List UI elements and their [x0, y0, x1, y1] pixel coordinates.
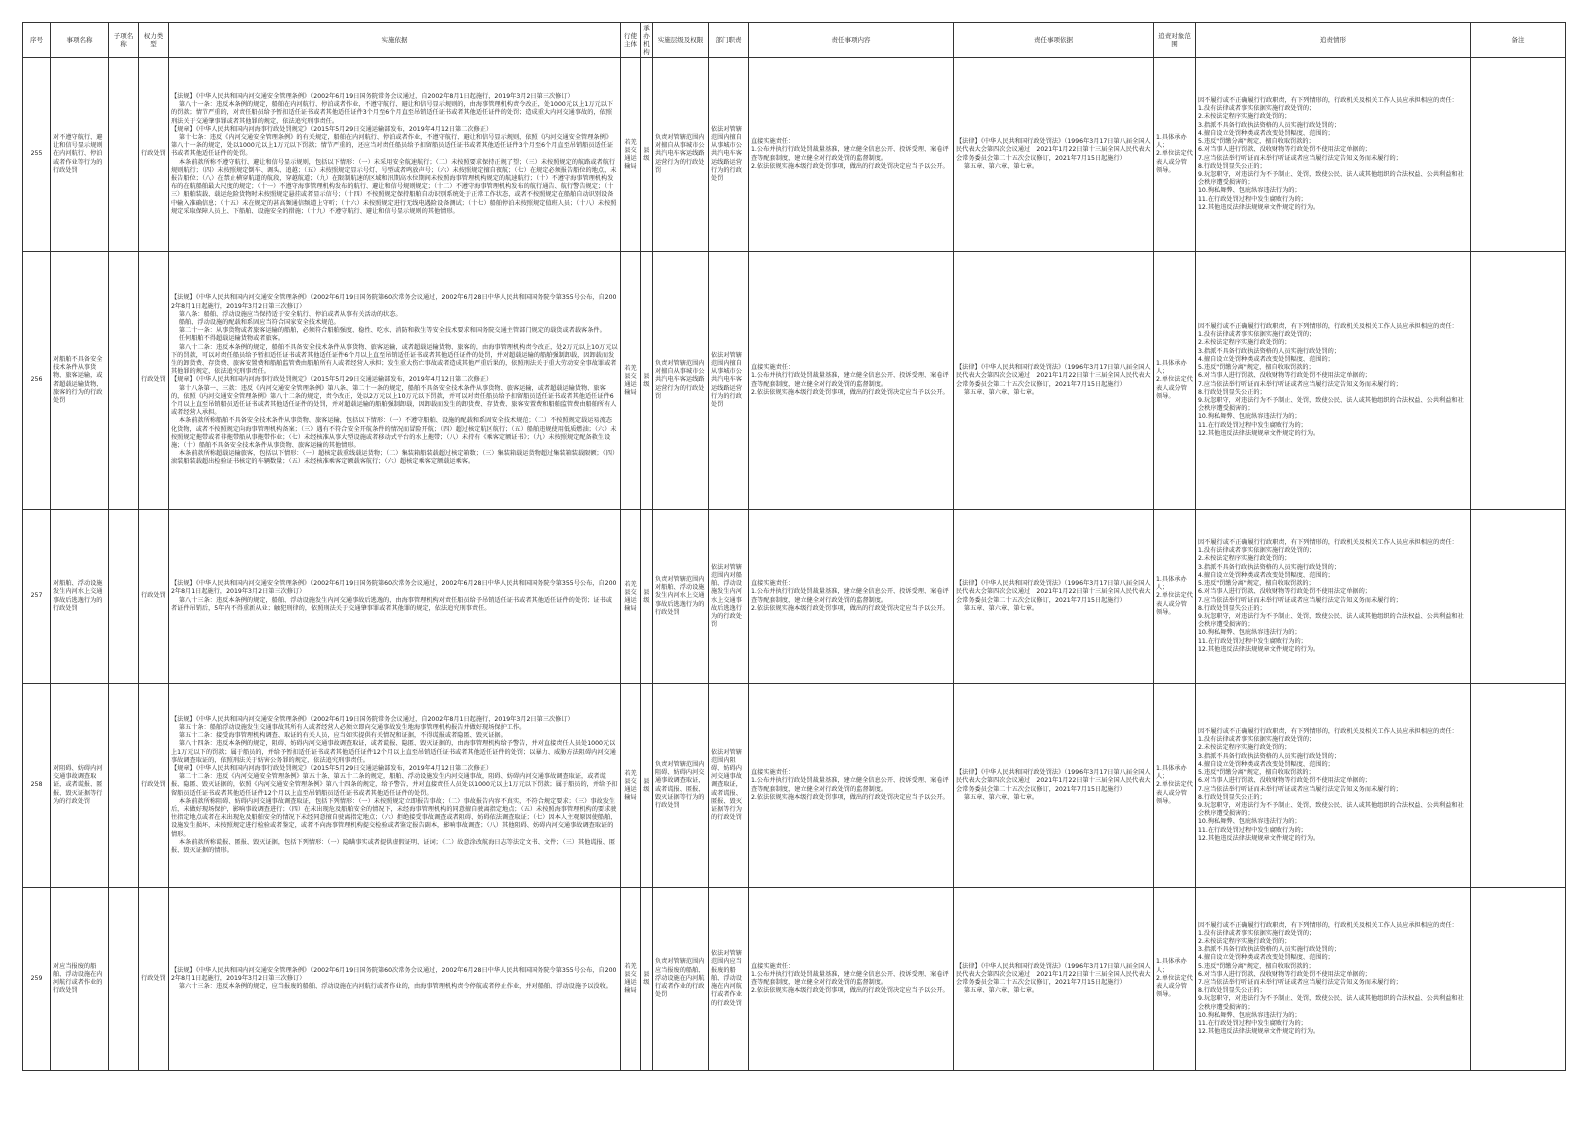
implementation-basis: 【法规】《中华人民共和国内河交通安全管理条例》（2002年6月19日国务院第60次常务会议通过，2002年6月28日中华人民共和国国务院令第355号公布，自2002年8月1日起施行，2019年3月2日第三次修订） 第八条：船舶、浮动设施应当保持适于安全航行、停泊或者从事有关活动的状态。 船舶、浮动设施的配载和系固应当符合国家安全技术规范。 第二十一条：从事货物或者旅客运输的船舶，必须符合船舶强度、稳性、吃水、消防和救生等安全技术要求和国务院交通主管部门规定的载货或者载客条件。 任何船舶不得超载运输货物或者旅客。 第八十二条：违反本条例的规定，船舶不具备安全技术条件从事货物、旅客运输，或者超载运输货物、旅客的，由海事管理机构责令改正，处2万元以上10万元以下的罚款，可以对责任船员给予暂扣适任证书或者其他适任证件6个月以上直至吊销适任证书或者其他适任证件的处罚，并对超载运输的船舶强制卸载，因卸载而发生的卸货费、存货费、旅客安置费和船舶监管费由船舶所有人或者经营人承担；发生重大伤亡事故或者造成其他严重后果的，依照刑法关于重大劳动安全事故罪或者其他罪的规定，依法追究刑事责任。 【规章】《中华人民共和国内河海事行政处罚规定》（2015年5月29日交通运输部发布，2019年4月12日第二次修正） 第十八条第一、三款：违反《内河交通安全管理条例》第八条、第二十一条的规定，船舶不具备安全技术条件从事货物、旅客运输，或者超载运输货物、旅客的，依照《内河交通安全管理条例》第八十二条的规定，责令改正，处以2万元以上10万元以下罚款，并可以对责任船员给予扣留船员适任证书或者其他适任证件6个月以上直至吊销船员适任证书或者其他适任证件的处罚，并对超载运输的船舶强制卸载，因卸载而发生的卸货费、存货费、旅客安置费和船舶监管费由船舶所有人或者经营人承担。 本条前款所称船舶不具备安全技术条件从事货物、旅客运输，包括以下情形：（一）不遵守船舶、设施的配载和系固安全技术规范；（二）不按照规定载运易流态化货物，或者不按照规定向海事管理机构备案；（三）遇有不符合安全开航条件的情况而冒险开航；（四）超过核定航区航行；（五）船舶违规使用低质燃油；（六）未按照规定拖带或者非拖带船从事拖带作业；（七）未经核准从事大型设施或者移动式平台的水上拖带；（八）未持有《乘客定额证书》；（九）未按照规定配备救生设施；（十）船舶不具备安全技术条件从事货物、旅客运输的其他情形。 本条前款所称超载运输旅客，包括以下情形：（一）超核定载重线载运货物；（二）集装箱船装载超过核定箱数；（三）集装箱载运货物超过集装箱装载限额；（四）滚装船装载超出检验证书核定的车辆数量；（五）未经核准乘客定额载客航行；（六）超核定乘客定额载运乘客。	[169, 252, 621, 510]
executing-subject: 若羌县交通运输局	[621, 684, 641, 888]
accountability-scope: 1.具体承办人； 2.单位法定代表人或分管领导。	[1154, 510, 1196, 684]
row-number: 256	[23, 252, 51, 510]
responsibility-content: 直接实施责任： 1.公布并执行行政处罚裁量基准，建立健全信息公开、投诉受理、案卷评查等配套制度，建立健全对行政处罚的监督制度。 2.依法依规实施本级行政处罚事项，做出的行政处罚决定应当予以公开。	[749, 58, 954, 252]
executing-subject: 若羌县交通运输局	[621, 252, 641, 510]
header-cell: 序号	[23, 23, 51, 58]
responsibility-content: 直接实施责任： 1.公布并执行行政处罚裁量基准，建立健全信息公开、投诉受理、案卷评查等配套制度，建立健全对行政处罚的监督制度。 2.依法依规实施本级行政处罚事项，做出的行政处罚决定应当予以公开。	[749, 684, 954, 888]
header-cell: 追责情形	[1196, 23, 1471, 58]
handling-org: 县级	[641, 510, 653, 684]
handling-org: 县级	[641, 684, 653, 888]
header-cell: 权力类型	[139, 23, 169, 58]
executing-subject: 若羌县交通运输局	[621, 58, 641, 252]
remarks	[1471, 684, 1566, 888]
accountability-scope: 1.具体承办人； 2.单位法定代表人或分管领导。	[1154, 58, 1196, 252]
header-cell: 事项名称	[51, 23, 109, 58]
header-cell: 行使主体	[621, 23, 641, 58]
row-number: 258	[23, 684, 51, 888]
header-cell: 追责对象范围	[1154, 23, 1196, 58]
item-name: 对船舶不具备安全技术条件从事货物、旅客运输，或者超载运输货物、旅客的行为的行政处罚	[51, 252, 109, 510]
sub-item-name	[109, 510, 139, 684]
item-name: 对应当报废的船舶、浮动设施在内河航行或者作业的行政处罚	[51, 888, 109, 1071]
remarks	[1471, 510, 1566, 684]
responsibility-basis: 【法律】《中华人民共和国行政处罚法》（1996年3月17日第八届全国人民代表大会第四次会议通过 2021年1月22日第十三届全国人民代表大会常务委员会第二十五次会议修订，2021年7月15日起施行） 第五章、第六章、第七章。	[954, 252, 1154, 510]
sub-item-name	[109, 58, 139, 252]
accountability-scope: 1.具体承办人； 2.单位法定代表人或分管领导。	[1154, 252, 1196, 510]
implementation-basis: 【法规】《中华人民共和国内河交通安全管理条例》（2002年6月19日国务院第60次常务会议通过，2002年6月28日中华人民共和国国务院令第355号公布，自2002年8月1日起施行，2019年3月2日第三次修订） 第八十三条：违反本条例的规定，船舶、浮动设施发生内河交通事故后逃逸的，由海事管理机构对责任船员给予吊销适任证书或者其他适任证件的处罚；证书或者证件吊销后，5年内不得重新从业；触犯刑律的，依照刑法关于交通肇事罪或者其他罪的规定，依法追究刑事责任。	[169, 510, 621, 684]
responsibility-content: 直接实施责任： 1.公布并执行行政处罚裁量基准，建立健全信息公开、投诉受理、案卷评查等配套制度，建立健全对行政处罚的监督制度。 2.依法依规实施本级行政处罚事项，做出的行政处罚决定应当予以公开。	[749, 888, 954, 1071]
responsibility-table	[22, 22, 1566, 1071]
power-type: 行政处罚	[139, 888, 169, 1071]
accountability-cases: 因不履行或不正确履行行政职责，有下列情形的，行政机关及相关工作人员应承担相应的责任： 1.没有法律或者事实依据实施行政处罚的； 2.未按法定程序实施行政处罚的； 3.指派不具备行政执法资格的人员实施行政处罚的； 4.擅自设立处罚种类或者改变处罚幅度、范围的； 5.违反"罚缴分离"规定，擅自收取罚款的； 6.对当事人进行罚款、没收财物等行政处罚不使用法定单据的； 7.应当依法举行听证而未举行听证或者应当履行法定告知义务而未履行的； 8.行政处罚显失公正的； 9.玩忽职守，对违法行为不予制止、处罚，致使公民、法人或其他组织的合法权益、公共利益和社会秩序遭受损害的； 10.徇私舞弊、包庇纵容违法行为的； 11.在行政处罚过程中发生腐败行为的； 12.其他违反法律法规规章文件规定的行为。	[1196, 888, 1471, 1071]
power-type: 行政处罚	[139, 58, 169, 252]
header-cell: 责任事项内容	[749, 23, 954, 58]
row-number: 255	[23, 58, 51, 252]
responsibility-basis: 【法律】《中华人民共和国行政处罚法》（1996年3月17日第八届全国人民代表大会第四次会议通过 2021年1月22日第十三届全国人民代表大会常务委员会第二十五次会议修订，2021年7月15日起施行） 第五章、第六章、第七章。	[954, 58, 1154, 252]
implementation-level: 负责对管辖范围内应当报废的船舶、浮动设施在内河航行或者作业的行政处罚	[653, 888, 709, 1071]
accountability-cases: 因不履行或不正确履行行政职责，有下列情形的，行政机关及相关工作人员应承担相应的责任： 1.没有法律或者事实依据实施行政处罚的； 2.未按法定程序实施行政处罚的； 3.指派不具备行政执法资格的人员实施行政处罚的； 4.擅自设立处罚种类或者改变处罚幅度、范围的； 5.违反"罚缴分离"规定，擅自收取罚款的； 6.对当事人进行罚款、没收财物等行政处罚不使用法定单据的； 7.应当依法举行听证而未举行听证或者应当履行法定告知义务而未履行的； 8.行政处罚显失公正的； 9.玩忽职守，对违法行为不予制止、处罚，致使公民、法人或其他组织的合法权益、公共利益和社会秩序遭受损害的； 10.徇私舞弊、包庇纵容违法行为的； 11.在行政处罚过程中发生腐败行为的； 12.其他违反法律法规规章文件规定的行为。	[1196, 58, 1471, 252]
responsibility-basis: 【法律】《中华人民共和国行政处罚法》（1996年3月17日第八届全国人民代表大会第四次会议通过 2021年1月22日第十三届全国人民代表大会常务委员会第二十五次会议修订，2021年7月15日起施行） 第五章、第六章、第七章。	[954, 684, 1154, 888]
sub-item-name	[109, 684, 139, 888]
department-duty: 依法对管辖范围内阻碍、妨碍内河交通事故调查取证，或者谎报、匿报、毁灭证据等行为的行政处罚	[709, 684, 749, 888]
handling-org: 县级	[641, 252, 653, 510]
responsibility-list-sheet	[22, 22, 1565, 1071]
row-number: 257	[23, 510, 51, 684]
item-name: 对不遵守航行、避让和信号显示规则在内河航行、停泊或者作业等行为的行政处罚	[51, 58, 109, 252]
department-duty: 依法对管辖范围内对船舶、浮动设施发生内河水上交通事故后逃逸行为的行政处罚	[709, 510, 749, 684]
table-row	[23, 888, 1566, 1071]
executing-subject: 若羌县交通运输局	[621, 888, 641, 1071]
implementation-level: 负责对管辖范围内阻碍、妨碍内河交通事故调查取证，或者谎报、匿报、毁灭证据等行为的行政处罚	[653, 684, 709, 888]
sub-item-name	[109, 252, 139, 510]
responsibility-content: 直接实施责任： 1.公布并执行行政处罚裁量基准，建立健全信息公开、投诉受理、案卷评查等配套制度，建立健全对行政处罚的监督制度。 2.依法依规实施本级行政处罚事项，做出的行政处罚决定应当予以公开。	[749, 252, 954, 510]
header-cell: 实施层级及权限	[653, 23, 709, 58]
header-cell: 实施依据	[169, 23, 621, 58]
accountability-scope: 1.具体承办人； 2.单位法定代表人或分管领导。	[1154, 888, 1196, 1071]
implementation-basis: 【法规】《中华人民共和国内河交通安全管理条例》（2002年6月19日国务院常务会议通过，自2002年8月1日起施行，2019年3月2日第三次修订） 第五十条：船舶浮动设施发生交通事故其所有人或者经营人必须立即向交通事故发生地海事管理机构报告并做好现场保护工作。 第五十二条：接受海事管理机构调查、取证的有关人员，应当如实提供有关情况和证据，不得谎报或者隐匿、毁灭证据。 第八十四条：违反本条例的规定，阻碍、妨碍内河交通事故调查取证，或者谎报、隐匿、毁灭证据的，由海事管理机构给予警告，并对直接责任人员处1000元以上1万元以下的罚款；属于船员的，并给予暂扣适任证书或者其他适任证件12个月以上直至吊销适任证书或者其他适任证件的处罚；以暴力、威胁方法阻碍内河交通事故调查取证的，依照刑法关于妨害公务罪的规定，依法追究刑事责任。 【规章】《中华人民共和国内河海事行政处罚规定》（2015年5月29日交通运输部发布，2019年4月12日第二次修正） 第二十二条：违反《内河交通安全管理条例》第五十条、第五十二条的规定，船舶、浮动设施发生内河交通事故，阻碍、妨碍内河交通事故调查取证，或者谎报、隐匿、毁灭证据的，依照《内河交通安全管理条例》第八十四条的规定，给予警告，并对直接责任人员处以1000元以上1万元以下罚款；属于船员的，并给予扣留船员适任证书或者其他适任证件12个月以上直至吊销船员适任证书或者其他适任证件的处罚。 本条前款所称阻碍、妨碍内河交通事故调查取证，包括下列情形：（一）未按照规定立即报告事故；（二）事故报告内容不真实，不符合规定要求；（三）事故发生后，未做好现场保护，影响事故调查进行；（四）在未出现危及船舶安全的情况下，未经海事管理机构的同意擅自驶离指定地点；（五）未按照海事管理机构的要求驶往指定地点或者在未出现危及船舶安全的情况下未经同意擅自驶离指定地点；（六）拒绝接受事故调查或者阻碍、妨碍依法调查取证；（七）因本人主观原因使船舶、设施发生损坏，未按照规定进行检验或者鉴定，或者不向海事管理机构提交检验或者鉴定报告副本，影响事故调查；（八）其他阻碍、妨碍内河交通事故调查取证的情形。 本条前款所称谎报、匿报、毁灭证据，包括下列情形：（一）隐瞒事实或者提供虚假证明、证词；（二）故意涂改航海日志等法定文书、文件；（三）其他谎报、匿报、毁灭证据的情形。	[169, 684, 621, 888]
header-cell: 部门职责	[709, 23, 749, 58]
item-name: 对阻碍、妨碍内河交通事故调查取证，或者谎报、匿报、毁灭证据等行为的行政处罚	[51, 684, 109, 888]
implementation-basis: 【法规】《中华人民共和国内河交通安全管理条例》（2002年6月19日国务院第60次常务会议通过，2002年6月28日中华人民共和国国务院令第355号公布，自2002年8月1日起施行，2019年3月2日第三次修订） 第六十三条：违反本条例的规定，应当报废的船舶、浮动设施在内河航行或者作业的，由海事管理机构责令停航或者停止作业，并对船舶、浮动设施予以没收。	[169, 888, 621, 1071]
table-row	[23, 252, 1566, 510]
table-row	[23, 510, 1566, 684]
remarks	[1471, 888, 1566, 1071]
implementation-level: 负责对管辖范围内对擅自从事城市公共汽电车客运线路运营行为的行政处罚	[653, 58, 709, 252]
implementation-level: 负责对管辖范围内对船舶、浮动设施发生内河水上交通事故后逃逸行为的行政处罚	[653, 510, 709, 684]
implementation-basis: 【法规】《中华人民共和国内河交通安全管理条例》（2002年6月19日国务院常务会议通过，自2002年8月1日起施行，2019年3月2日第三次修订） 第八十一条：违反本条例的规定，船舶在内河航行、停泊或者作业，不遵守航行、避让和信号显示规则的，由海事管理机构责令改正，处1000元以上1万元以下的罚款；情节严重的，对责任船员给予暂扣适任证书或者其他适任证件3个月至6个月直至吊销适任证书或者其他适任证件的处罚；造成重大内河交通事故的，依照刑法关于交通肇事罪或者其他罪的规定，依法追究刑事责任。 【规章】《中华人民共和国内河海事行政处罚规定》（2015年5月29日交通运输部发布，2019年4月12日第二次修正） 第十七条：违反《内河交通安全管理条例》的有关规定，船舶在内河航行、停泊或者作业，不遵守航行、避让和信号显示规则，依照《内河交通安全管理条例》第八十一条的规定，处以1000元以上1万元以下罚款；情节严重的，还应当对责任船员给予扣留船员适任证书或者其他适任证件3个月至6个月直至吊销船员适任证书或者其他适任证件的处罚。 本条前款所称不遵守航行、避让和信号显示规则，包括以下情形：（一）未采用安全航速航行；（二）未按照要求保持正规了望；（三）未按照规定的航路或者航行规则航行；（四）未按照规定倒车、调头、追越；（五）未按照规定显示号灯、号型或者鸣放声号；（六）未按照规定擅自夜航；（七）在规定必须报告船位的地点，未报告船位；（八）在禁止横穿航道的航段，穿越航道；（九）在限制航速的区域和汛期高水位期间未按照海事管理机构规定的航速航行；（十）不遵守海事管理机构发布的在航船舶最大尺度的规定；（十一）不遵守海事管理机构发布的航行、避让和信号规则规定；（十二）不遵守海事管理机构发布的航行通告、航行警告规定；（十三）船舶装载、载运危险货物时未按照规定悬挂或者显示信号；（十四）不按照规定保持船舶自动识别系统处于正常工作状态，或者不按照规定在船舶自动识别设备中输入准确信息；（十五）未在规定的甚高频通信频道上守听；（十六）未按照规定进行无线电遇险设备测试；（十七）船舶停泊未按照规定值班人员；（十八）未按照规定采取保障人员上、下船舶、设施安全的措施；（十九）不遵守航行、避让和信号显示规则的其他情形。	[169, 58, 621, 252]
header-cell: 备注	[1471, 23, 1566, 58]
remarks	[1471, 58, 1566, 252]
power-type: 行政处罚	[139, 510, 169, 684]
accountability-cases: 因不履行或不正确履行行政职责，有下列情形的，行政机关及相关工作人员应承担相应的责任： 1.没有法律或者事实依据实施行政处罚的； 2.未按法定程序实施行政处罚的； 3.指派不具备行政执法资格的人员实施行政处罚的； 4.擅自设立处罚种类或者改变处罚幅度、范围的； 5.违反"罚缴分离"规定，擅自收取罚款的； 6.对当事人进行罚款、没收财物等行政处罚不使用法定单据的； 7.应当依法举行听证而未举行听证或者应当履行法定告知义务而未履行的； 8.行政处罚显失公正的； 9.玩忽职守，对违法行为不予制止、处罚，致使公民、法人或其他组织的合法权益、公共利益和社会秩序遭受损害的； 10.徇私舞弊、包庇纵容违法行为的； 11.在行政处罚过程中发生腐败行为的； 12.其他违反法律法规规章文件规定的行为。	[1196, 684, 1471, 888]
power-type: 行政处罚	[139, 684, 169, 888]
department-duty: 依法对管辖范围内擅自从事城市公共汽电车客运线路运营行为的行政处罚	[709, 252, 749, 510]
row-number: 259	[23, 888, 51, 1071]
department-duty: 依法对管辖范围内擅自从事城市公共汽电车客运线路运营行为的行政处罚	[709, 58, 749, 252]
accountability-scope: 1.具体承办人； 2.单位法定代表人或分管领导。	[1154, 684, 1196, 888]
remarks	[1471, 252, 1566, 510]
header-row	[23, 23, 1566, 58]
responsibility-content: 直接实施责任： 1.公布并执行行政处罚裁量基准，建立健全信息公开、投诉受理、案卷评查等配套制度，建立健全对行政处罚的监督制度。 2.依法依规实施本级行政处罚事项，做出的行政处罚决定应当予以公开。	[749, 510, 954, 684]
sub-item-name	[109, 888, 139, 1071]
department-duty: 依法对管辖范围内应当报废的船舶、浮动设施在内河航行或者作业的行政处罚	[709, 888, 749, 1071]
header-cell: 承办机构	[641, 23, 653, 58]
accountability-cases: 因不履行或不正确履行行政职责，有下列情形的，行政机关及相关工作人员应承担相应的责任： 1.没有法律或者事实依据实施行政处罚的； 2.未按法定程序实施行政处罚的； 3.指派不具备行政执法资格的人员实施行政处罚的； 4.擅自设立处罚种类或者改变处罚幅度、范围的； 5.违反"罚缴分离"规定，擅自收取罚款的； 6.对当事人进行罚款、没收财物等行政处罚不使用法定单据的； 7.应当依法举行听证而未举行听证或者应当履行法定告知义务而未履行的； 8.行政处罚显失公正的； 9.玩忽职守，对违法行为不予制止、处罚，致使公民、法人或其他组织的合法权益、公共利益和社会秩序遭受损害的； 10.徇私舞弊、包庇纵容违法行为的； 11.在行政处罚过程中发生腐败行为的； 12.其他违反法律法规规章文件规定的行为。	[1196, 510, 1471, 684]
handling-org: 县级	[641, 58, 653, 252]
responsibility-basis: 【法律】《中华人民共和国行政处罚法》（1996年3月17日第八届全国人民代表大会第四次会议通过 2021年1月22日第十三届全国人民代表大会常务委员会第二十五次会议修订，2021年7月15日起施行） 第五章、第六章、第七章。	[954, 888, 1154, 1071]
responsibility-basis: 【法律】《中华人民共和国行政处罚法》（1996年3月17日第八届全国人民代表大会第四次会议通过 2021年1月22日第十三届全国人民代表大会常务委员会第二十五次会议修订，2021年7月15日起施行） 第五章、第六章、第七章。	[954, 510, 1154, 684]
header-cell: 责任事项依据	[954, 23, 1154, 58]
table-row	[23, 58, 1566, 252]
table-row	[23, 684, 1566, 888]
header-cell: 子项名称	[109, 23, 139, 58]
executing-subject: 若羌县交通运输局	[621, 510, 641, 684]
item-name: 对船舶、浮动设施发生内河水上交通事故后逃逸行为的行政处罚	[51, 510, 109, 684]
implementation-level: 负责对管辖范围内对擅自从事城市公共汽电车客运线路运营行为的行政处罚	[653, 252, 709, 510]
accountability-cases: 因不履行或不正确履行行政职责，有下列情形的，行政机关及相关工作人员应承担相应的责任： 1.没有法律或者事实依据实施行政处罚的； 2.未按法定程序实施行政处罚的； 3.指派不具备行政执法资格的人员实施行政处罚的； 4.擅自设立处罚种类或者改变处罚幅度、范围的； 5.违反"罚缴分离"规定，擅自收取罚款的； 6.对当事人进行罚款、没收财物等行政处罚不使用法定单据的； 7.应当依法举行听证而未举行听证或者应当履行法定告知义务而未履行的； 8.行政处罚显失公正的； 9.玩忽职守，对违法行为不予制止、处罚，致使公民、法人或其他组织的合法权益、公共利益和社会秩序遭受损害的； 10.徇私舞弊、包庇纵容违法行为的； 11.在行政处罚过程中发生腐败行为的； 12.其他违反法律法规规章文件规定的行为。	[1196, 252, 1471, 510]
handling-org: 县级	[641, 888, 653, 1071]
power-type: 行政处罚	[139, 252, 169, 510]
